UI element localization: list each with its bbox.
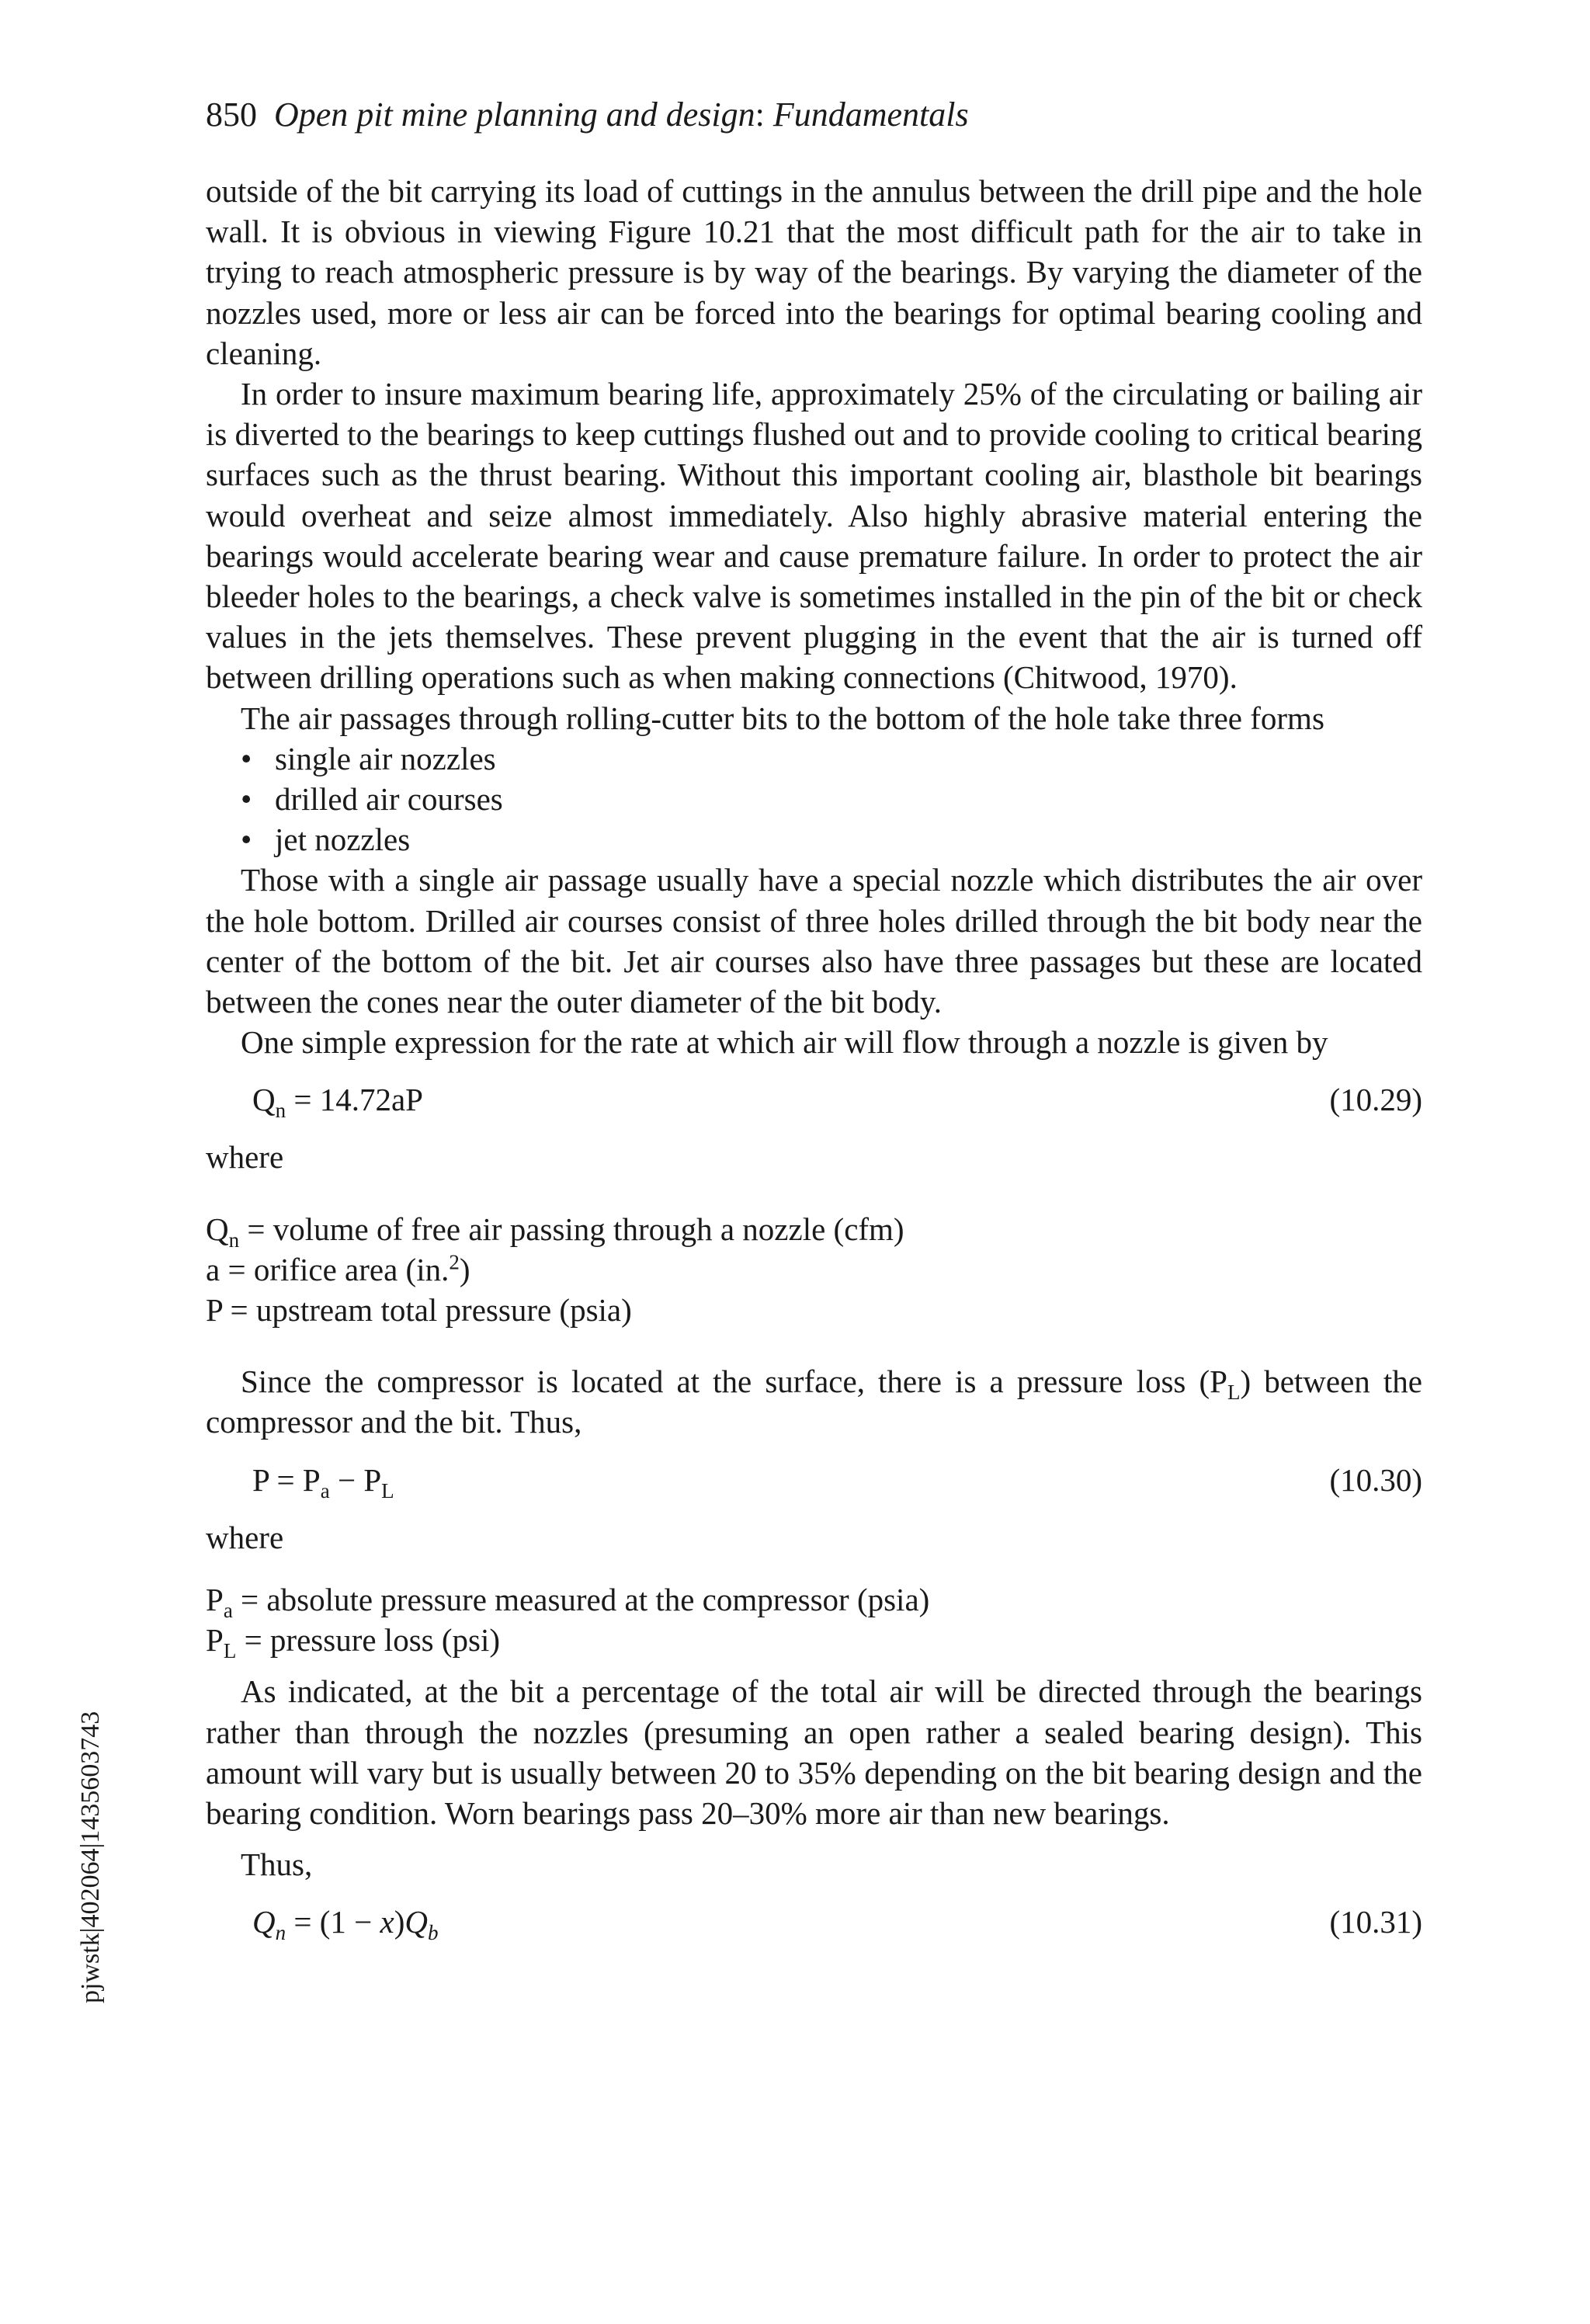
page-number: 850 <box>206 96 257 134</box>
list-item <box>241 819 1422 860</box>
running-header <box>206 93 969 137</box>
equation-number: (10.31) <box>1329 1904 1422 1940</box>
definitions-list-1 <box>206 1209 1422 1331</box>
equation-10-29 <box>206 1079 1422 1123</box>
equation-expression: $P = P_a - P_L$ <box>252 1461 394 1502</box>
equation-expression: $Q_n = (1 - x)Q_b$ <box>252 1904 439 1945</box>
definitions-list-2 <box>206 1579 1422 1663</box>
book-title: Open pit mine planning and design <box>274 96 755 134</box>
body-text <box>206 171 1422 1959</box>
list-item-text: jet nozzles <box>275 822 411 858</box>
equation-10-30 <box>206 1460 1422 1500</box>
bullet-icon: • <box>241 740 252 776</box>
paragraph-2: In order to insure maximum bearing life, approximately 25% of the circulating or bailing air is diverted to the bearings to keep cuttings flushed out and to provide cooling to critical bearing surfaces such as the thrust bearing. Without this important cooling air, blasthole bit bearings would overheat and seize almost immediately. Also highly abrasive material entering the bearings would accelerate bearing wear and cause premature failure. In order to protect the air bleeder holes to the bearings, a check valve is sometimes installed in the pin of the bit or check values in the jets themselves. These prevent plugging in the event that the air is turned off between drilling operations such as when making connections (Chitwood, 1970). <box>206 376 1422 696</box>
paragraph-7: As indicated, at the bit a percentage of the total air will be directed through the bearings rather than through the nozzles (presuming an open rather a sealed bearing design). This amount will vary but is usually between 20 to 35% depending on the bit bearing design and the bearing condition. Worn bearings pass 20–30% more air than new bearings. <box>206 1673 1422 1831</box>
bullet-list <box>206 738 1422 860</box>
where-label: where <box>206 1519 284 1555</box>
paragraph-3: The air passages through rolling-cutter bits to the bottom of the hole take three forms <box>241 700 1324 736</box>
definition-item: $P_a$ = absolute pressure measured at the compressor (psia) <box>206 1581 930 1623</box>
equation-expression: $Q_n = 14.72aP$ <box>252 1082 423 1123</box>
list-item-text: single air nozzles <box>275 740 496 776</box>
definition-item: $Q_n$ = volume of free air passing through a nozzle (cfm) <box>206 1211 904 1252</box>
equation-number: (10.30) <box>1329 1461 1422 1498</box>
paragraph-8: Thus, <box>241 1846 313 1883</box>
paragraph-1: outside of the bit carrying its load of cuttings in the annulus between the drill pipe and the hole wall. It is obvious in viewing Figure 10.21 that the most difficult path for the air to take in trying to reach atmospheric pressure is by way of the bearings. By varying the diameter of the nozzles used, more or less air can be forced into the bearings for optimal bearing cooling and cleaning. <box>206 173 1422 371</box>
where-label: where <box>206 1139 284 1176</box>
paragraph-4: Those with a single air passage usually have a special nozzle which distributes the air over the hole bottom. Drilled air courses consist of three holes drilled through the bit body near the center of the bottom of the bit. Jet air courses also have three passages but these are located between the cones near the outer diameter of the bit body. <box>206 862 1422 1020</box>
list-item <box>241 779 1422 819</box>
definition-item: $P_L$ = pressure loss (psi) <box>206 1622 501 1663</box>
title-separator: : <box>755 96 765 134</box>
definition-item: a = orifice area (in.$^2$) <box>206 1250 470 1287</box>
list-item-text: drilled air courses <box>275 781 503 818</box>
list-item <box>241 738 1422 779</box>
paragraph-5: One simple expression for the rate at which air will flow through a nozzle is given by <box>241 1024 1328 1061</box>
definition-item: P = upstream total pressure (psia) <box>206 1292 632 1329</box>
bullet-icon: • <box>241 781 252 818</box>
equation-number: (10.29) <box>1329 1082 1422 1118</box>
paragraph-6: Since the compressor is located at the surface, there is a pressure loss $(P_L)$ between the compressor and the bit. Thus, <box>206 1363 1423 1440</box>
equation-10-31 <box>206 1902 1422 1945</box>
side-watermark-text: pjwstk|402064|1435603743 <box>76 1711 105 2003</box>
bullet-icon: • <box>241 822 252 858</box>
book-subtitle: Fundamentals <box>772 96 969 134</box>
